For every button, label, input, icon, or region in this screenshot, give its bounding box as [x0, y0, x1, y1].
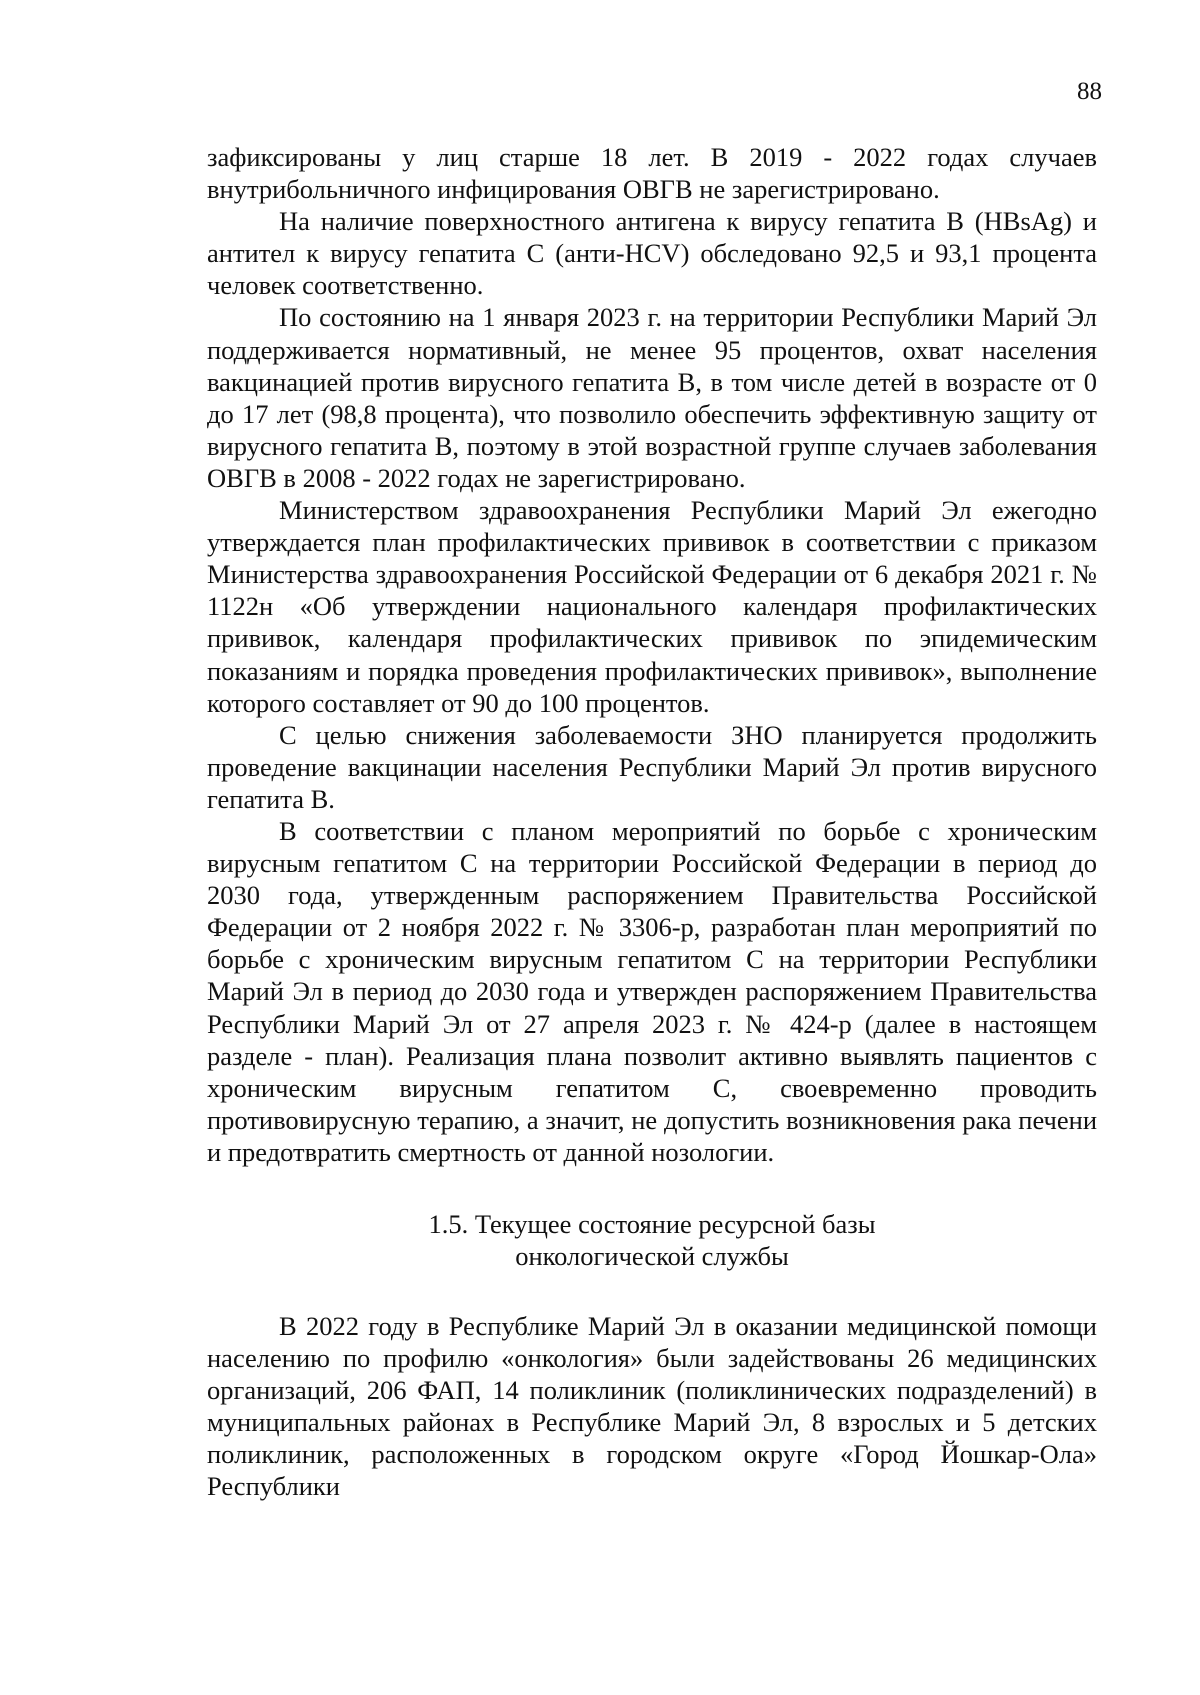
paragraph-7: В 2022 году в Республике Марий Эл в оказании медицинской помощи населению по профилю «онкология» были задействованы 26 медицинских организаций, 206 ФАП, 14 поликлиник (поликлинических подразделений) в муниципальных районах в Республике Марий Эл, 8 взрослых и 5 детских поликлиник, расположенных в городском округе «Город Йошкар-Ола» Республики	[207, 1311, 1097, 1502]
paragraph-1: зафиксированы у лиц старше 18 лет. В 2019 - 2022 годах случаев внутрибольничного инфицирования ОВГВ не зарегистрировано.	[207, 142, 1097, 205]
page-number: 88	[1077, 78, 1102, 105]
paragraph-6: В соответствии с планом мероприятий по борьбе с хроническим вирусным гепатитом С на территории Российской Федерации в период до 2030 года, утвержденным распоряжением Правительства Российской Федерации от 2 ноября 2022 г. № 3306-р, разработан план мероприятий по борьбе с хроническим вирусным гепатитом С на территории Республики Марий Эл в период до 2030 года и утвержден распоряжением Правительства Республики Марий Эл от 27 апреля 2023 г. № 424-р (далее в настоящем разделе - план). Реализация плана позволит активно выявлять пациентов с хроническим вирусным гепатитом С, своевременно проводить противовирусную терапию, а значит, не допустить возникновения рака печени и предотвратить смертность от данной нозологии.	[207, 815, 1097, 1167]
paragraph-4: Министерством здравоохранения Республики Марий Эл ежегодно утверждается план профилактических прививок в соответствии с приказом Министерства здравоохранения Российской Федерации от 6 декабря 2021 г. № 1122н «Об утверждении национального календаря профилактических прививок, календаря профилактических прививок по эпидемическим показаниям и порядка проведения профилактических прививок», выполнение которого составляет от 90 до 100 процентов.	[207, 495, 1097, 718]
section-heading-line-2: онкологической службы	[515, 1241, 789, 1271]
section-heading	[207, 1208, 1097, 1272]
paragraph-3: По состоянию на 1 января 2023 г. на территории Республики Марий Эл поддерживается нормативный, не менее 95 процентов, охват населения вакцинацией против вирусного гепатита В, в том числе детей в возрасте от 0 до 17 лет (98,8 процента), что позволило обеспечить эффективную защиту от вирусного гепатита В, поэтому в этой возрастной группе случаев заболевания ОВГВ в 2008 - 2022 годах не зарегистрировано.	[207, 302, 1097, 493]
paragraph-5: С целью снижения заболеваемости ЗНО планируется продолжить проведение вакцинации населения Республики Марий Эл против вирусного гепатита В.	[207, 719, 1097, 814]
section-heading-line-1: 1.5. Текущее состояние ресурсной базы	[428, 1209, 876, 1239]
paragraph-2: На наличие поверхностного антигена к вирусу гепатита В (HBsAg) и антител к вирусу гепатита С (анти-HCV) обследовано 92,5 и 93,1 процента человек соответственно.	[207, 206, 1097, 301]
document-body	[207, 141, 1097, 1503]
